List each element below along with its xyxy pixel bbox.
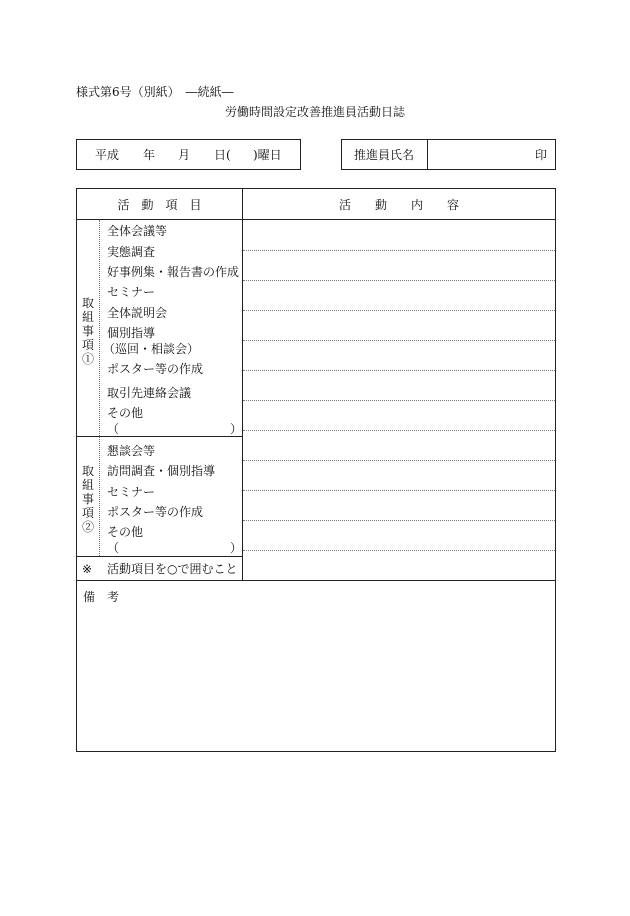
header-divider bbox=[77, 219, 555, 220]
section1-label-divider bbox=[99, 220, 100, 436]
item-other-close-paren: ） bbox=[230, 422, 243, 436]
item-seminar-2: セミナー bbox=[107, 485, 156, 499]
content-row-line bbox=[243, 250, 555, 251]
date-month-label: 月 bbox=[178, 148, 191, 162]
date-box bbox=[76, 139, 301, 170]
content-row-line bbox=[243, 280, 555, 281]
content-row-line bbox=[243, 460, 555, 461]
item-patrol-consultation: （巡回・相談会） bbox=[103, 342, 200, 356]
content-row-line bbox=[243, 520, 555, 521]
section2-label-divider bbox=[99, 437, 100, 556]
note-divider bbox=[77, 556, 243, 557]
item-other-2-open-paren: （ bbox=[107, 541, 120, 555]
date-year-label: 年 bbox=[143, 148, 156, 162]
remarks-label: 備 考 bbox=[83, 590, 120, 604]
date-day-label: 日( bbox=[214, 148, 231, 162]
item-visit-survey: 訪問調査・個別指導 bbox=[107, 464, 216, 478]
column-header-items: 活 動 項 目 bbox=[117, 198, 202, 212]
form-number: 様式第6号（別紙） ―続紙― bbox=[76, 85, 234, 99]
item-survey: 実態調査 bbox=[107, 245, 156, 259]
item-other: その他 bbox=[107, 406, 144, 420]
page-title: 労働時間設定改善推進員活動日誌 bbox=[224, 105, 405, 119]
content-row-line bbox=[243, 430, 555, 431]
item-supplier-meeting: 取引先連絡会議 bbox=[107, 386, 192, 400]
item-briefing: 全体説明会 bbox=[107, 306, 168, 320]
content-row-line bbox=[243, 370, 555, 371]
content-row-line bbox=[243, 400, 555, 401]
item-other-2-close-paren: ） bbox=[230, 541, 243, 555]
item-individual-guidance: 個別指導 bbox=[107, 326, 156, 340]
item-case-report: 好事例集・報告書の作成 bbox=[107, 265, 240, 279]
section-divider bbox=[77, 436, 243, 437]
section2-label: 取組事項② bbox=[81, 464, 94, 534]
remarks-box bbox=[76, 580, 556, 752]
item-poster: ポスター等の作成 bbox=[107, 362, 204, 376]
item-poster-2: ポスター等の作成 bbox=[107, 505, 204, 519]
item-plenary-meeting: 全体会議等 bbox=[107, 224, 168, 238]
date-era-label: 平成 bbox=[95, 148, 120, 162]
date-weekday-label: )曜日 bbox=[253, 148, 282, 162]
column-divider bbox=[242, 189, 243, 580]
section1-label: 取組事項① bbox=[81, 296, 94, 366]
content-row-line bbox=[243, 340, 555, 341]
item-other-open-paren: （ bbox=[107, 422, 120, 436]
name-label: 推進員氏名 bbox=[354, 148, 415, 162]
content-row-line bbox=[243, 550, 555, 551]
note-mark: ※ bbox=[82, 562, 93, 576]
note-text: 活動項目を○で囲むこと bbox=[107, 562, 238, 576]
column-header-content: 活 動 内 容 bbox=[338, 198, 459, 212]
item-roundtable: 懇談会等 bbox=[107, 444, 156, 458]
item-seminar: セミナー bbox=[107, 285, 156, 299]
item-other-2: その他 bbox=[107, 525, 144, 539]
name-box bbox=[341, 139, 556, 170]
name-box-divider bbox=[427, 140, 428, 169]
seal-mark: 印 bbox=[535, 148, 548, 162]
content-row-line bbox=[243, 310, 555, 311]
content-row-line bbox=[243, 490, 555, 491]
